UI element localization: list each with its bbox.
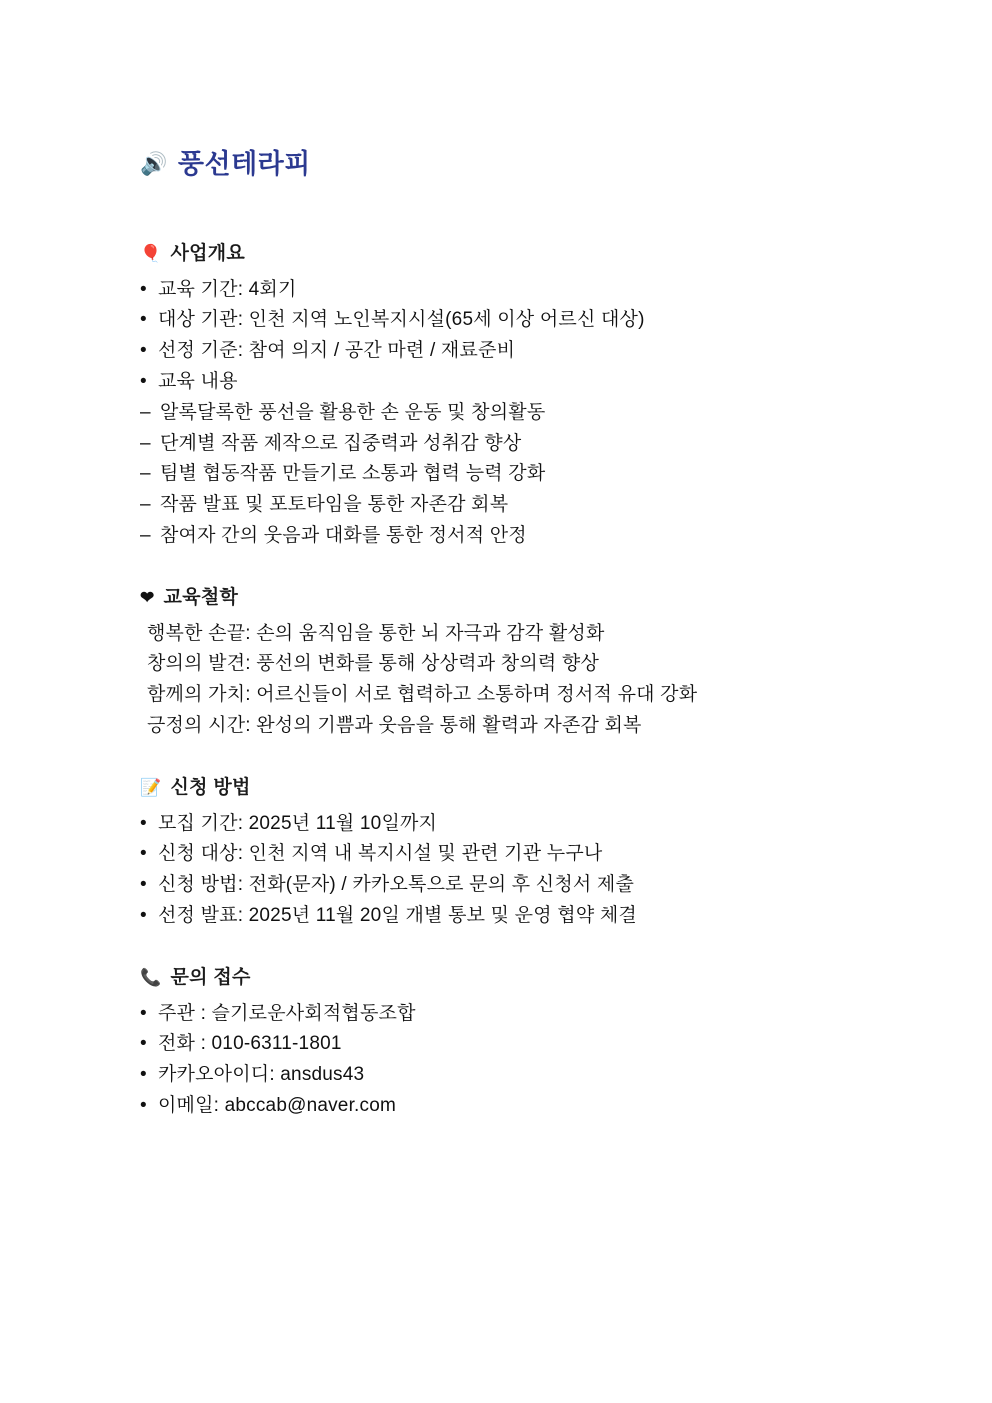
list-marker: – [140, 432, 151, 454]
list-marker: • [140, 309, 147, 331]
list-marker: – [140, 463, 151, 485]
page-title-text: 풍선테라피 [177, 149, 311, 179]
list-item-text: 행복한 손끝: 손의 움직임을 통한 뇌 자극과 감각 활성화 [147, 622, 605, 644]
list-item-text: 함께의 가치: 어르신들이 서로 협력하고 소통하며 정서적 유대 강화 [147, 684, 698, 706]
section-philosophy [140, 582, 860, 742]
list-item-text: 단계별 작품 제작으로 집중력과 성취감 향상 [160, 432, 522, 454]
list-marker: • [140, 904, 147, 926]
speaker-icon: 🔊 [140, 150, 168, 176]
list-item [140, 619, 860, 650]
list-item [140, 680, 860, 711]
section-body [140, 809, 860, 932]
list-item [140, 1060, 860, 1091]
list-item-text: 긍정의 시간: 완성의 기쁨과 웃음을 통해 활력과 자존감 회복 [147, 714, 642, 736]
section-body [140, 999, 860, 1122]
list-item [140, 809, 860, 840]
list-item-text: 창의의 발견: 풍선의 변화를 통해 상상력과 창의력 향상 [147, 653, 600, 675]
list-item-text: 선정 기준: 참여 의지 / 공간 마련 / 재료준비 [158, 340, 516, 362]
list-item [140, 711, 860, 742]
list-marker: • [140, 843, 147, 865]
list-item-text: 교육 내용 [158, 370, 238, 392]
list-item-text: 참여자 간의 웃음과 대화를 통한 정서적 안정 [160, 524, 527, 546]
list-item [140, 870, 860, 901]
section-heading-label: 교육철학 [163, 586, 239, 608]
list-item [140, 649, 860, 680]
list-item [140, 429, 860, 460]
list-marker: – [140, 494, 151, 516]
list-item [140, 901, 860, 932]
list-item-text: 신청 방법: 전화(문자) / 카카오톡으로 문의 후 신청서 제출 [158, 874, 635, 896]
memo-icon: 📝 [140, 777, 162, 797]
list-marker: • [140, 874, 147, 896]
list-item-text: 선정 발표: 2025년 11월 20일 개별 통보 및 운영 협약 체결 [158, 904, 637, 926]
list-marker: • [140, 1095, 147, 1116]
list-item-text: 신청 대상: 인천 지역 내 복지시설 및 관련 기관 누구나 [158, 843, 603, 865]
list-marker: • [140, 370, 147, 392]
list-marker: • [140, 812, 147, 834]
list-item-text: 전화 : 010-6311-1801 [158, 1033, 342, 1055]
list-item [140, 336, 860, 367]
page-title [140, 150, 860, 180]
section-heading-label: 문의 접수 [170, 966, 251, 988]
list-item [140, 1029, 860, 1060]
section-heading [140, 582, 860, 609]
list-marker: – [140, 524, 151, 546]
list-item-text: 이메일: abccab@naver.com [158, 1095, 397, 1116]
list-marker: • [140, 340, 147, 362]
section-body [140, 619, 860, 742]
section-heading [140, 962, 860, 989]
section-heading [140, 772, 860, 799]
document-content [140, 150, 860, 1122]
section-contact [140, 962, 860, 1122]
list-item [140, 398, 860, 429]
list-item [140, 521, 860, 552]
list-item-text: 알록달록한 풍선을 활용한 손 운동 및 창의활동 [160, 401, 546, 423]
list-item [140, 275, 860, 306]
list-item-text: 작품 발표 및 포토타임을 통한 자존감 회복 [160, 494, 509, 516]
list-item-text: 교육 기간: 4회기 [158, 278, 297, 300]
list-item [140, 1091, 860, 1122]
list-item [140, 459, 860, 490]
list-item-text: 대상 기관: 인천 지역 노인복지시설(65세 이상 어르신 대상) [158, 309, 645, 331]
list-item [140, 839, 860, 870]
list-marker: • [140, 1033, 147, 1055]
section-heading-label: 사업개요 [170, 242, 246, 264]
list-marker: – [140, 401, 151, 423]
phone-icon: 📞 [140, 967, 162, 987]
balloon-icon: 🎈 [140, 243, 162, 263]
section-overview [140, 238, 860, 552]
list-item-text: 주관 : 슬기로운사회적협동조합 [158, 1002, 416, 1024]
list-item-text: 카카오아이디: ansdus43 [158, 1064, 365, 1086]
section-body [140, 275, 860, 552]
list-marker: • [140, 1064, 147, 1086]
section-heading [140, 238, 860, 265]
section-heading-label: 신청 방법 [170, 776, 251, 798]
list-item [140, 999, 860, 1030]
list-item [140, 367, 860, 398]
list-marker: • [140, 278, 147, 300]
list-item [140, 305, 860, 336]
list-item-text: 팀별 협동작품 만들기로 소통과 협력 능력 강화 [160, 463, 546, 485]
list-marker: • [140, 1002, 147, 1024]
section-application [140, 772, 860, 932]
heart-icon: ❤ [140, 587, 155, 607]
list-item [140, 490, 860, 521]
list-item-text: 모집 기간: 2025년 11월 10일까지 [158, 812, 438, 834]
